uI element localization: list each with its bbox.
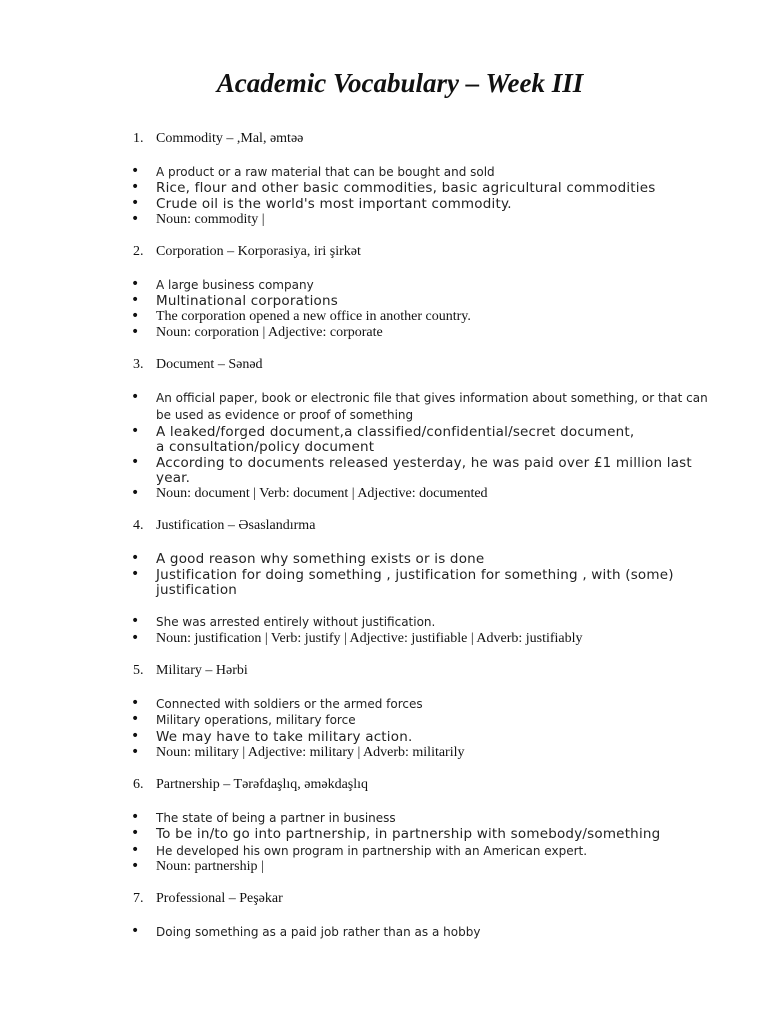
bullet-icon: • [131,728,140,744]
example-line: To be in/to go into partnership, in partnership with somebody/something [156,826,661,842]
entry-heading: Document – Sənəd [156,357,263,372]
definition-line: The state of being a partner in business [156,811,396,825]
entry-number: 5. [133,663,144,678]
bullet-icon: • [131,485,140,501]
example-line: justification [156,582,238,598]
entry-heading: Commodity – ,Mal, əmtəə [156,131,304,146]
example-line: A leaked/forged document,a classified/confidential/secret document, [156,424,635,440]
example-line: We may have to take military action. [156,729,413,745]
bullet-icon: • [131,858,140,874]
entry-number: 7. [133,891,144,906]
bullet-icon: • [131,454,140,470]
example-line: The corporation opened a new office in another country. [156,309,471,324]
example-line: According to documents released yesterday, he was paid over £1 million last [156,455,692,471]
definition-line: Doing something as a paid job rather than as a hobby [156,925,481,939]
word-forms-line: Noun: commodity | [156,212,265,227]
entry-heading: Partnership – Tərəfdaşlıq, əməkdaşlıq [156,777,369,792]
bullet-icon: • [131,211,140,227]
entry-number: 2. [133,244,144,259]
bullet-icon: • [131,630,140,646]
bullet-icon: • [131,163,140,179]
bullet-icon: • [131,809,140,825]
bullet-icon: • [131,389,140,405]
word-forms-line: Noun: document | Verb: document | Adjective: documented [156,486,488,501]
bullet-icon: • [131,550,140,566]
word-forms-line: Noun: corporation | Adjective: corporate [156,325,383,340]
definition-line: A large business company [156,278,314,292]
page-title: Academic Vocabulary – Week III [216,68,584,98]
example-line: Crude oil is the world's most important commodity. [156,196,512,212]
example-line: year. [156,470,191,486]
bullet-icon: • [131,423,140,439]
definition-line: A good reason why something exists or is done [156,551,485,567]
bullet-icon: • [131,276,140,292]
entry-heading: Justification – Əsaslandırma [156,518,316,533]
definition-line: A product or a raw material that can be bought and sold [156,165,495,179]
example-line: Rice, flour and other basic commodities, basic agricultural commodities [156,180,656,196]
entry-heading: Professional – Peşəkar [156,891,283,906]
bullet-icon: • [131,324,140,340]
entry-number: 3. [133,357,144,372]
definition-line: An official paper, book or electronic file that gives information about something, or that can [156,391,708,405]
bullet-icon: • [131,179,140,195]
example-line: a consultation/policy document [156,439,375,455]
definition-line: be used as evidence or proof of something [156,408,414,422]
bullet-icon: • [131,195,140,211]
bullet-icon: • [131,744,140,760]
entry-number: 4. [133,518,144,533]
example-line: She was arrested entirely without justification. [156,615,436,629]
bullet-icon: • [131,566,140,582]
example-line: Military operations, military force [156,713,356,727]
bullet-icon: • [131,613,140,629]
definition-line: Connected with soldiers or the armed forces [156,697,423,711]
word-forms-line: Noun: military | Adjective: military | Adverb: militarily [156,745,465,760]
entry-number: 6. [133,777,144,792]
entry-heading: Corporation – Korporasiya, iri şirkət [156,244,361,259]
example-line: He developed his own program in partnership with an American expert. [156,844,588,858]
word-forms-line: Noun: partnership | [156,859,264,874]
bullet-icon: • [131,825,140,841]
bullet-icon: • [131,695,140,711]
bullet-icon: • [131,842,140,858]
bullet-icon: • [131,923,140,939]
bullet-icon: • [131,711,140,727]
example-line: Multinational corporations [156,293,338,309]
word-forms-line: Noun: justification | Verb: justify | Adjective: justifiable | Adverb: justifiably [156,631,583,646]
entry-heading: Military – Hərbi [156,663,248,678]
bullet-icon: • [131,292,140,308]
entry-number: 1. [133,131,144,146]
bullet-icon: • [131,308,140,324]
example-line: Justification for doing something , justification for something , with (some) [156,567,674,583]
